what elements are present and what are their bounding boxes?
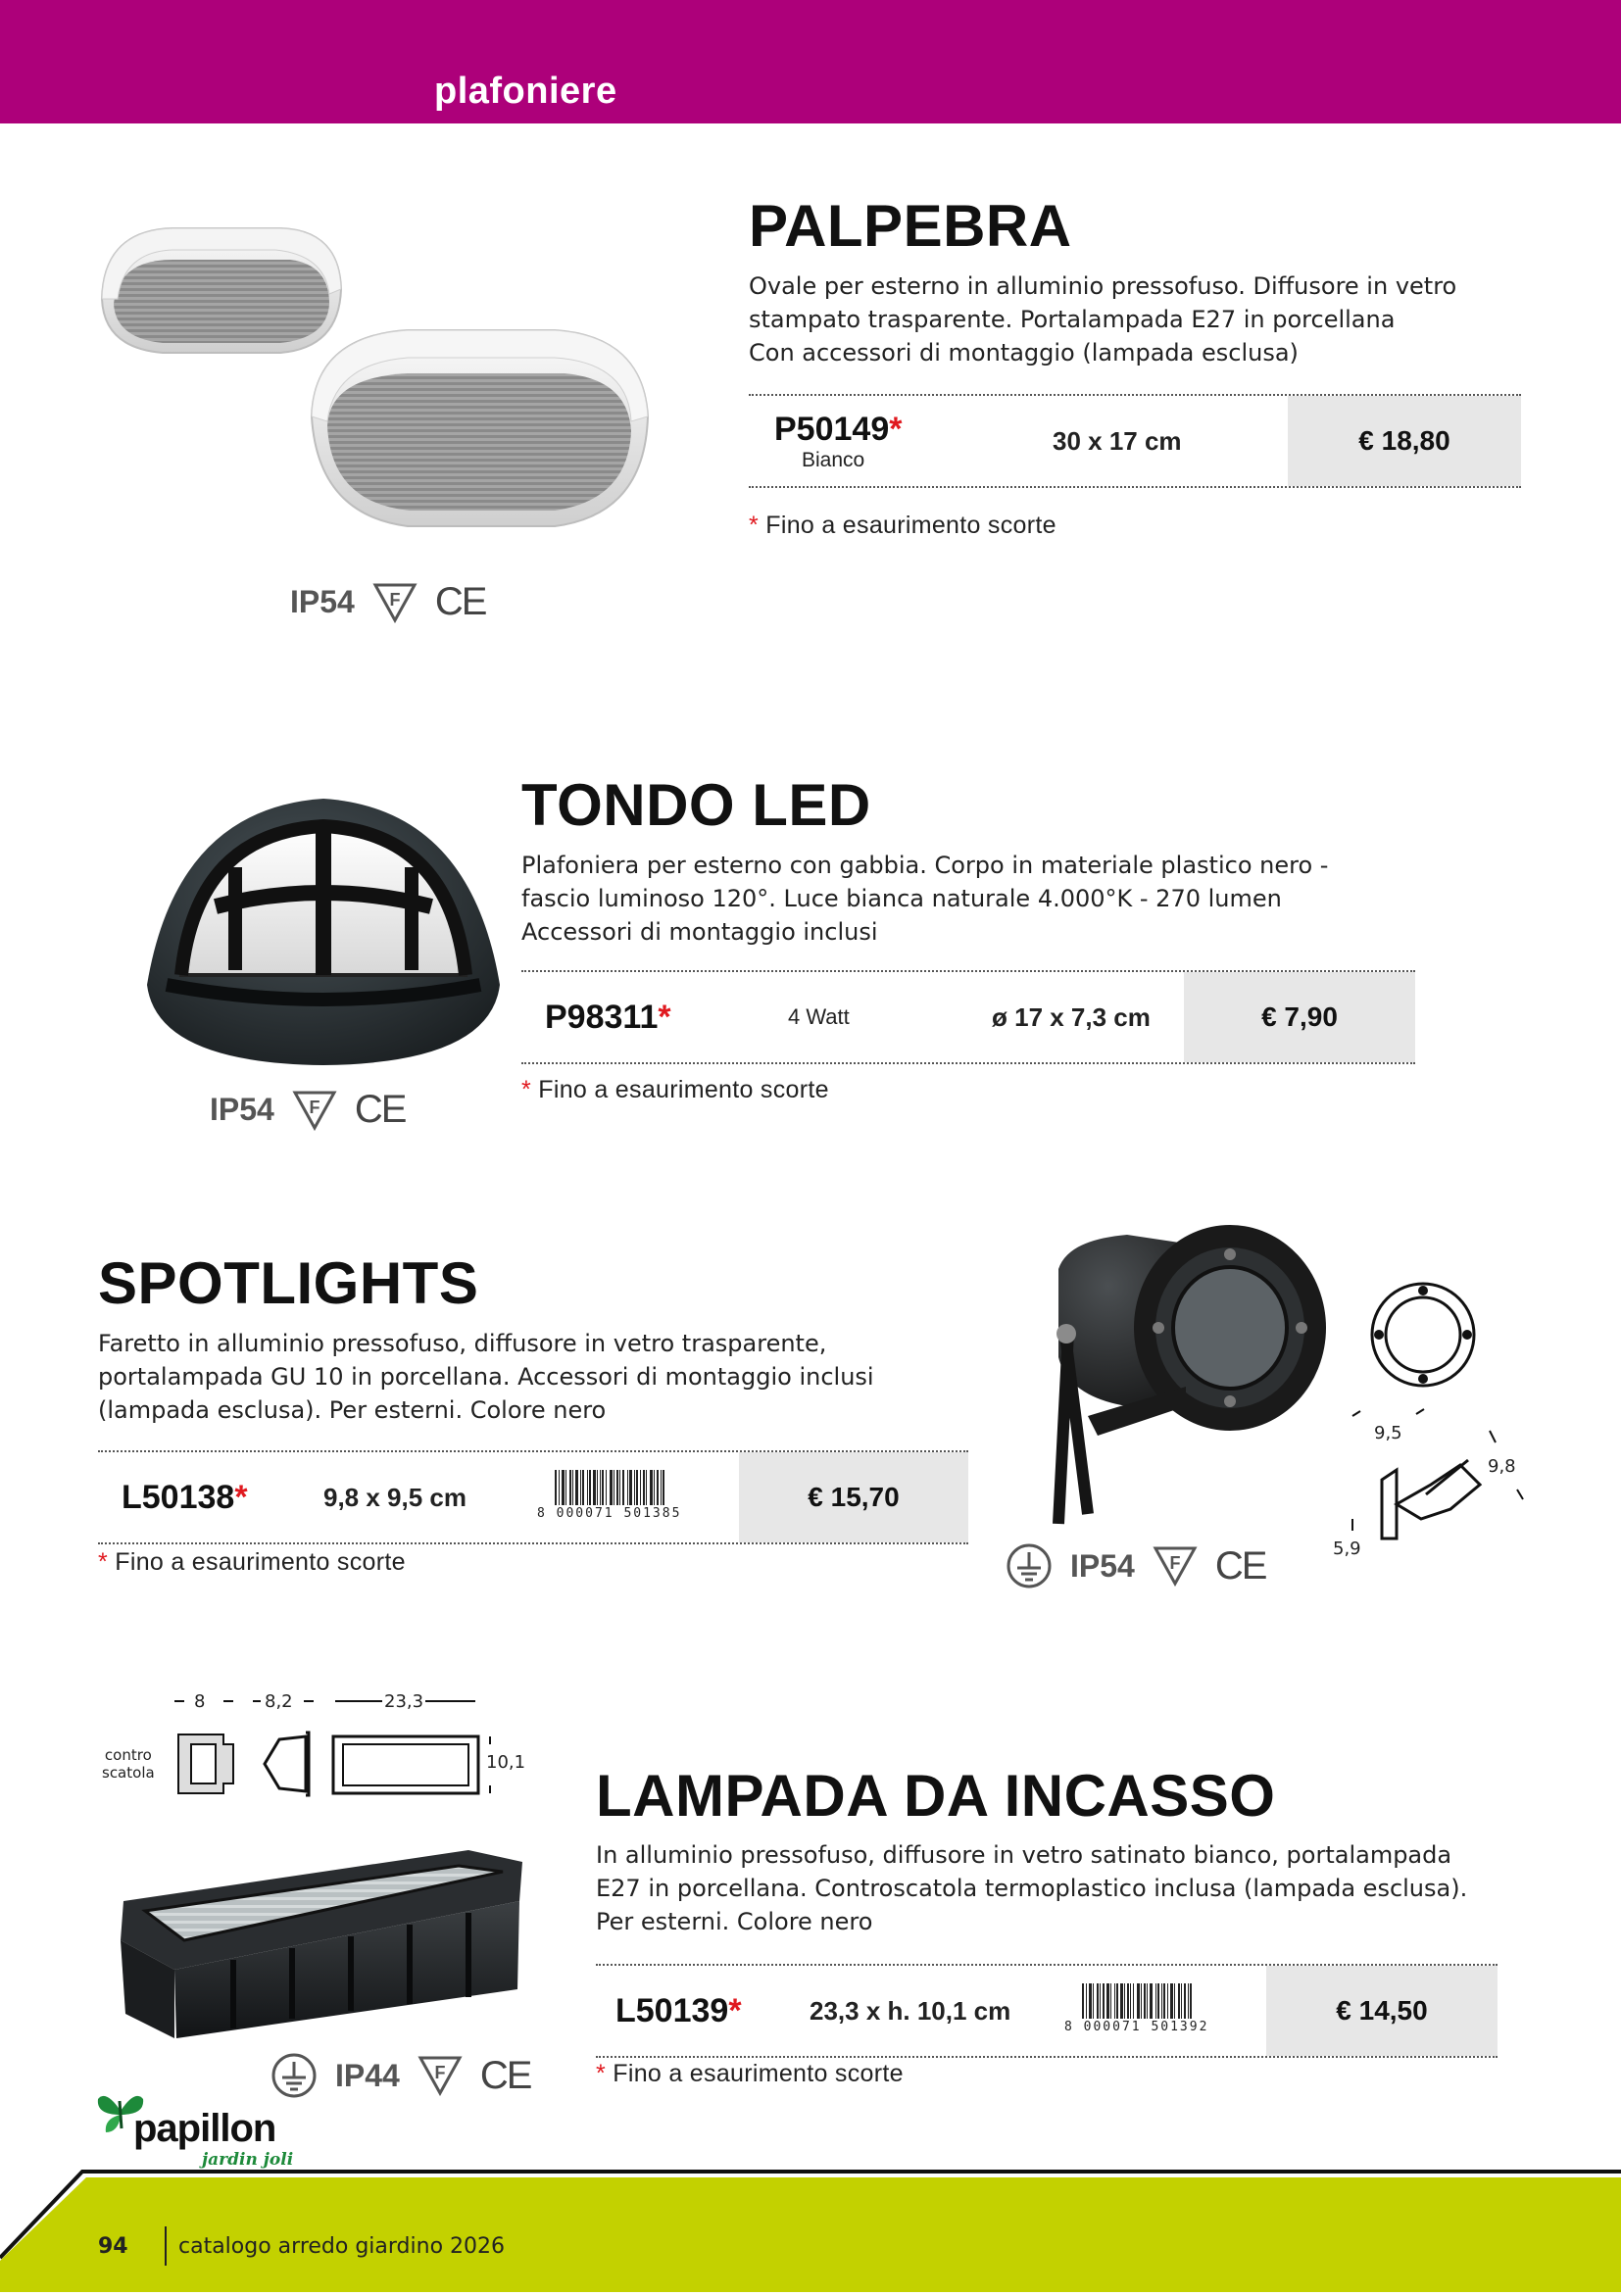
product-title: SPOTLIGHTS	[98, 1250, 479, 1316]
palpebra-certifications	[290, 580, 485, 624]
ce-mark-icon: CE	[1214, 1543, 1266, 1588]
ce-mark-icon: CE	[479, 2053, 531, 2097]
svg-text:F: F	[309, 1097, 320, 1117]
product-code-cell	[774, 396, 902, 486]
barcode-bars	[1082, 1983, 1192, 2019]
spotlight-image	[1029, 1210, 1343, 1534]
f-mark-icon	[292, 1090, 337, 1131]
section-title: plafoniere	[434, 71, 617, 112]
barcode-bars	[555, 1470, 664, 1505]
f-mark-icon	[418, 2055, 463, 2096]
ip-rating: IP54	[1070, 1547, 1135, 1584]
product-code-cell	[545, 972, 671, 1062]
barcode-number: 8 000071 501392	[1064, 2020, 1209, 2034]
incasso-dimension-drawings	[98, 1685, 529, 1823]
dim-height: 5,9	[1333, 1539, 1361, 1559]
product-size: ø 17 x 7,3 cm	[992, 1001, 1151, 1032]
product-title: PALPEBRA	[749, 193, 1072, 259]
brand-name: papillon	[133, 2107, 276, 2150]
product-price: € 18,80	[1288, 396, 1521, 486]
box-label: contro scatola	[102, 1746, 155, 1782]
ce-mark-icon: CE	[354, 1088, 406, 1131]
product-wattage: 4 Watt	[788, 1004, 850, 1029]
product-title: LAMPADA DA INCASSO	[596, 1763, 1276, 1829]
product-code: L50138	[122, 1478, 235, 1516]
product-description: Plafoniera per esterno con gabbia. Corpo in materiale plastico nero - fascio luminoso 120°. Luce bianca naturale 4.000°K - 270 lumen Accessori di montaggio inclusi	[521, 852, 1329, 946]
product-size: 9,8 x 9,5 cm	[323, 1482, 467, 1512]
price-row	[521, 970, 1415, 1064]
stock-note: * Fino a esaurimento scorte	[98, 1548, 406, 1576]
svg-text:F: F	[389, 589, 401, 610]
limited-stock-star: *	[658, 998, 671, 1036]
price-row	[749, 394, 1521, 488]
footer-band	[0, 2168, 1621, 2292]
barcode-number: 8 000071 501385	[537, 1506, 682, 1521]
product-variant: Bianco	[802, 448, 865, 471]
product-code: L50139	[615, 1991, 729, 2029]
barcode	[1064, 1983, 1208, 2034]
product-price: € 14,50	[1266, 1966, 1498, 2056]
palpebra-image	[94, 220, 682, 544]
product-price: € 7,90	[1184, 972, 1415, 1062]
stock-note: * Fino a esaurimento scorte	[521, 1076, 829, 1103]
spotlight-certifications	[1006, 1542, 1265, 1589]
ip-rating: IP54	[290, 584, 355, 619]
product-title: TONDO LED	[521, 772, 871, 838]
page-number: 94	[98, 2234, 128, 2259]
tondo-certifications	[210, 1088, 405, 1132]
price-row	[596, 1964, 1498, 2058]
dim-b: 8,2	[265, 1691, 293, 1712]
svg-text:F: F	[1169, 1553, 1181, 1573]
brand-tagline: jardin joli	[202, 2150, 294, 2170]
ground-icon	[1006, 1542, 1053, 1589]
ce-mark-icon: CE	[434, 580, 486, 623]
limited-stock-star: *	[234, 1478, 248, 1516]
product-description: Faretto in alluminio pressofuso, diffusore in vetro trasparente, portalampada GU 10 in porcellana. Accessori di montaggio inclusi (lampada esclusa). Per esterni. Colore nero	[98, 1330, 874, 1424]
svg-text:F: F	[434, 2063, 446, 2082]
tondo-led-image	[137, 789, 510, 1073]
product-code-cell	[615, 1966, 742, 2056]
incasso-image	[116, 1842, 527, 2038]
catalog-name: catalogo arredo giardino 2026	[178, 2234, 506, 2259]
footer-divider	[165, 2226, 167, 2266]
ip-rating: IP54	[210, 1092, 274, 1127]
dim-depth: 9,8	[1488, 1456, 1516, 1477]
barcode	[537, 1470, 681, 1521]
dim-width: 9,5	[1374, 1423, 1402, 1443]
brand-logo	[96, 2087, 312, 2175]
dim-c: 23,3	[384, 1691, 424, 1712]
dim-h: 10,1	[486, 1752, 526, 1773]
f-mark-icon	[372, 582, 418, 623]
product-code: P50149	[774, 410, 890, 448]
stock-note: * Fino a esaurimento scorte	[749, 512, 1056, 539]
product-price: € 15,70	[739, 1452, 968, 1542]
f-mark-icon	[1153, 1545, 1198, 1587]
product-size: 23,3 x h. 10,1 cm	[810, 1995, 1011, 2026]
product-code-cell	[122, 1452, 248, 1542]
price-row	[98, 1450, 968, 1544]
limited-stock-star: *	[889, 410, 903, 448]
header-bar	[0, 0, 1621, 123]
stock-note: * Fino a esaurimento scorte	[596, 2060, 904, 2087]
product-size: 30 x 17 cm	[1053, 425, 1182, 456]
limited-stock-star: *	[728, 1991, 742, 2029]
product-description: Ovale per esterno in alluminio pressofuso. Diffusore in vetro stampato trasparente. Portalampada E27 in porcellana Con accessori di montaggio (lampada esclusa)	[749, 272, 1457, 366]
product-code: P98311	[545, 998, 659, 1036]
product-description: In alluminio pressofuso, diffusore in vetro satinato bianco, portalampada E27 in porcellana. Controscatola termoplastico inclusa (lampada esclusa). Per esterni. Colore nero	[596, 1841, 1468, 1935]
ip-rating: IP44	[335, 2057, 400, 2093]
dim-a: 8	[194, 1691, 206, 1712]
